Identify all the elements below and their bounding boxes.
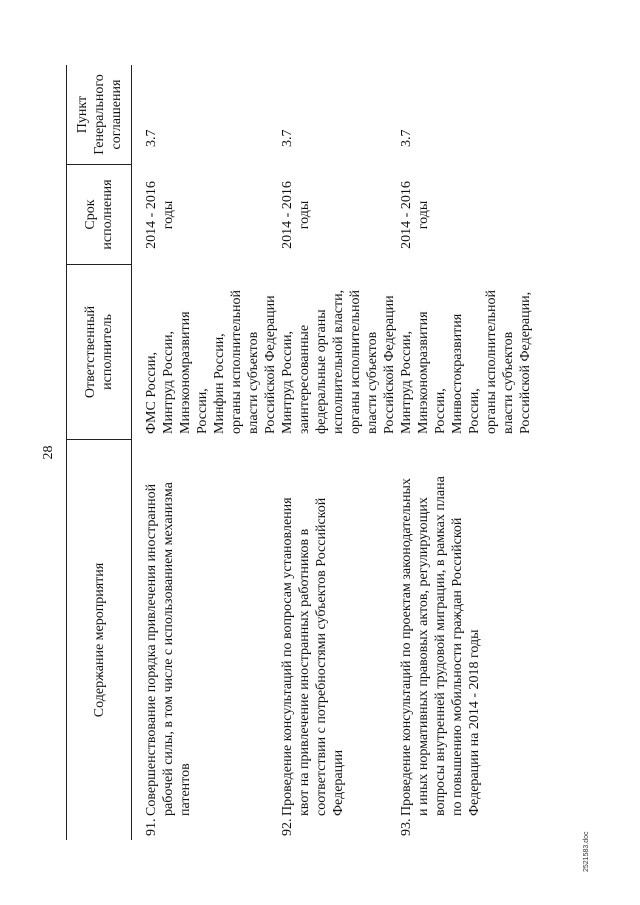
row-content-cell xyxy=(398,440,483,840)
header-executor-label: Ответственный исполнитель xyxy=(83,305,115,399)
row-content-text: Проведение консультаций по вопросам установления квот на привлечение иностранных работников в соответствии с потребностями субъектов Российской Федерации xyxy=(280,497,346,816)
row-executor: ФМС России, Минтруд России, Минэкономразвития России, Минфин России, органы исполнительной власти субъектов Российской Федерации xyxy=(144,289,278,434)
table-row xyxy=(279,65,398,840)
header-cell-deadline xyxy=(67,165,131,265)
row-deadline: 2014 - 2016 годы xyxy=(280,181,312,249)
row-agreement-item: 3.7 xyxy=(399,129,414,147)
row-number: 93. xyxy=(399,818,414,836)
row-content-text: Совершенствование порядка привлечения иностранной рабочей силы, в том числе с использованием механизма патентов xyxy=(144,482,193,816)
row-executor: Минтруд России, Минэкономразвития России, Минвостокразвития России, органы исполнительной власти субъектов Российской Федерации, xyxy=(399,289,533,434)
row-deadline: 2014 - 2016 годы xyxy=(399,181,431,249)
row-deadline: 2014 - 2016 годы xyxy=(144,181,176,249)
table-row xyxy=(398,65,534,840)
header-content-label: Содержание мероприятия xyxy=(91,562,107,718)
row-content-cell xyxy=(143,440,194,840)
table-row xyxy=(143,65,279,840)
row-number: 91. xyxy=(144,818,159,836)
page-number: 28 xyxy=(41,445,56,460)
table-header-row xyxy=(66,65,132,840)
header-cell-item xyxy=(67,65,131,165)
row-agreement-item: 3.7 xyxy=(144,129,159,147)
row-content-cell xyxy=(279,440,347,840)
row-executor: Минтруд России, заинтересованные федеральные органы исполнительной власти, органы исполнительной власти субъектов Российской Федерации xyxy=(280,289,397,434)
rotated-table-container xyxy=(41,65,534,840)
header-deadline-label: Срок исполнения xyxy=(83,179,115,250)
header-item-label: Пункт Генерального соглашения xyxy=(74,74,124,155)
header-cell-executor xyxy=(67,265,131,440)
row-number: 92. xyxy=(280,818,295,836)
header-cell-content xyxy=(67,440,131,840)
row-agreement-item: 3.7 xyxy=(280,129,295,147)
row-content-text: Проведение консультаций по проектам законодательных и иных нормативных правовых актов, регулирующих вопросы внутренней трудовой миграции, в рамках плана по повышению мобильности граждан Российской Федерации на 2014 - 2018 годы xyxy=(399,476,482,816)
footer-filename: 2521583.doc xyxy=(583,831,590,872)
table-body xyxy=(132,65,534,840)
